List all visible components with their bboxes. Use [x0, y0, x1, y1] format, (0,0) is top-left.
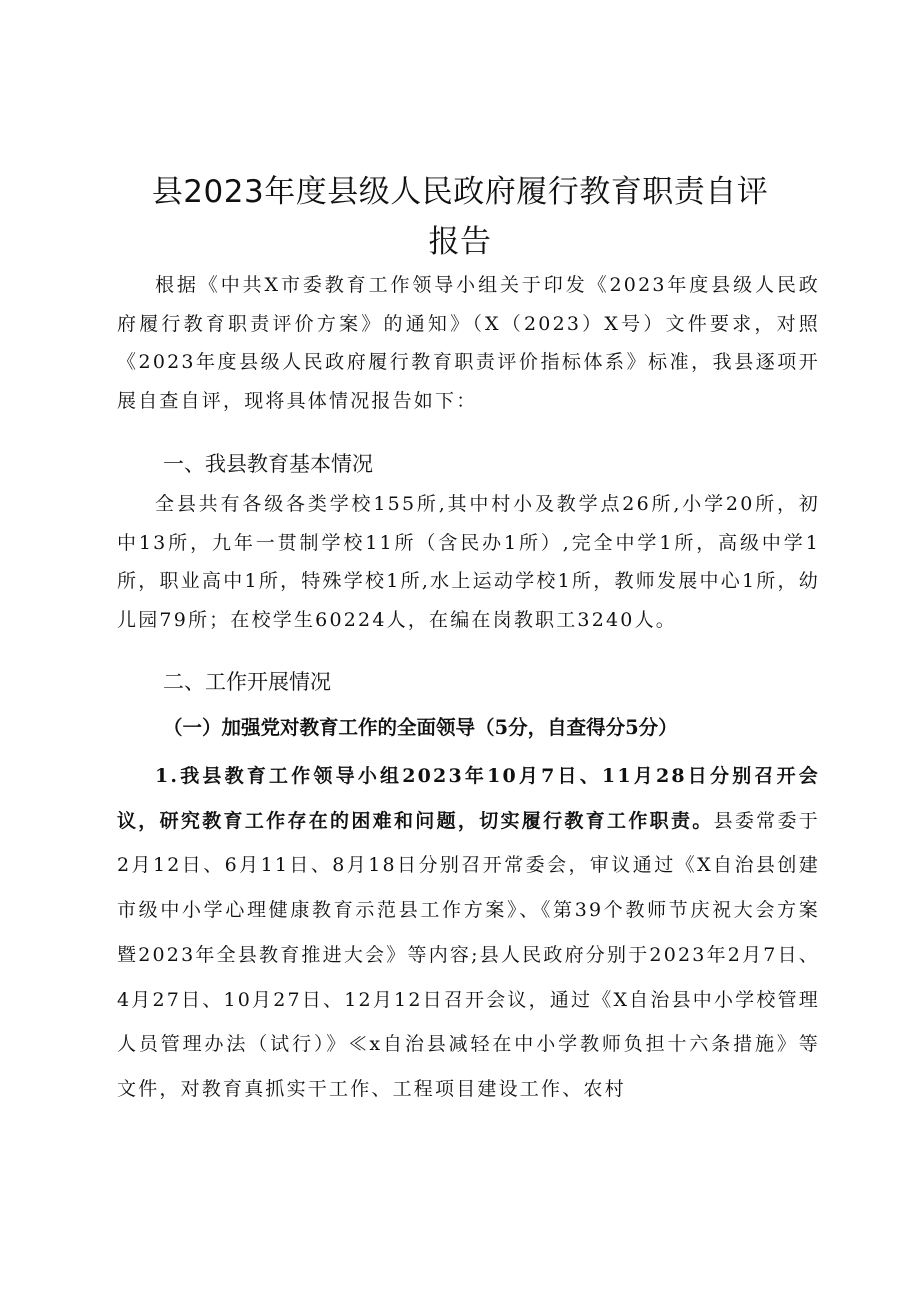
subsection-1-heading: （一）加强党对教育工作的全面领导（5分，自查得分5分） — [163, 716, 678, 739]
section-1-paragraph: 全县共有各级各类学校155所,其中村小及教学点26所,小学20所，初中13所，九年一贯制学校11所（含民办1所）,完全中学1所，高级中学1所，职业高中1所，特殊学校1所,水上运动学校1所，教师发展中心1所，幼儿园79所；在校学生60224人，在编在岗教职工3240人。 — [117, 493, 820, 631]
section-2-heading: 二、工作开展情况 — [163, 670, 331, 694]
document-title-line-1: 县2023年度县级人民政府履行教育职责自评 — [151, 174, 769, 210]
document-title-line-2: 报告 — [428, 224, 492, 260]
intro-paragraph: 根据《中共X市委教育工作领导小组关于印发《2023年度县级人民政府履行教育职责评价方案》的通知》（X（2023）X号）文件要求，对照《2023年度县级人民政府履行教育职责评价指标体系》标准，我县逐项开展自查自评，现将具体情况报告如下： — [117, 274, 820, 412]
subsection-1-paragraph — [117, 754, 820, 1112]
section-1-heading: 一、我县教育基本情况 — [163, 452, 373, 476]
item-1-body: 县委常委于2月12日、6月11日、8月18日分别召开常委会，审议通过《X自治县创建市级中小学心理健康教育示范县工作方案》、《第39个教师节庆祝大会方案暨2023年全县教育推进大会》等内容;县人民政府分别于2023年2月7日、4月27日、10月27日、12月12日召开会议，通过《X自治县中小学校管理人员管理办法（试行）》≪x自治县减轻在中小学教师负担十六条措施》等文件，对教育真抓实干工作、工程项目建设工作、农村 — [117, 809, 820, 1100]
item-1-bold-lead: 1.我县教育工作领导小组2023年10月7日、11月28日分别召开会议，研究教育工作存在的困难和问题，切实履行教育工作职责。 — [117, 765, 820, 832]
